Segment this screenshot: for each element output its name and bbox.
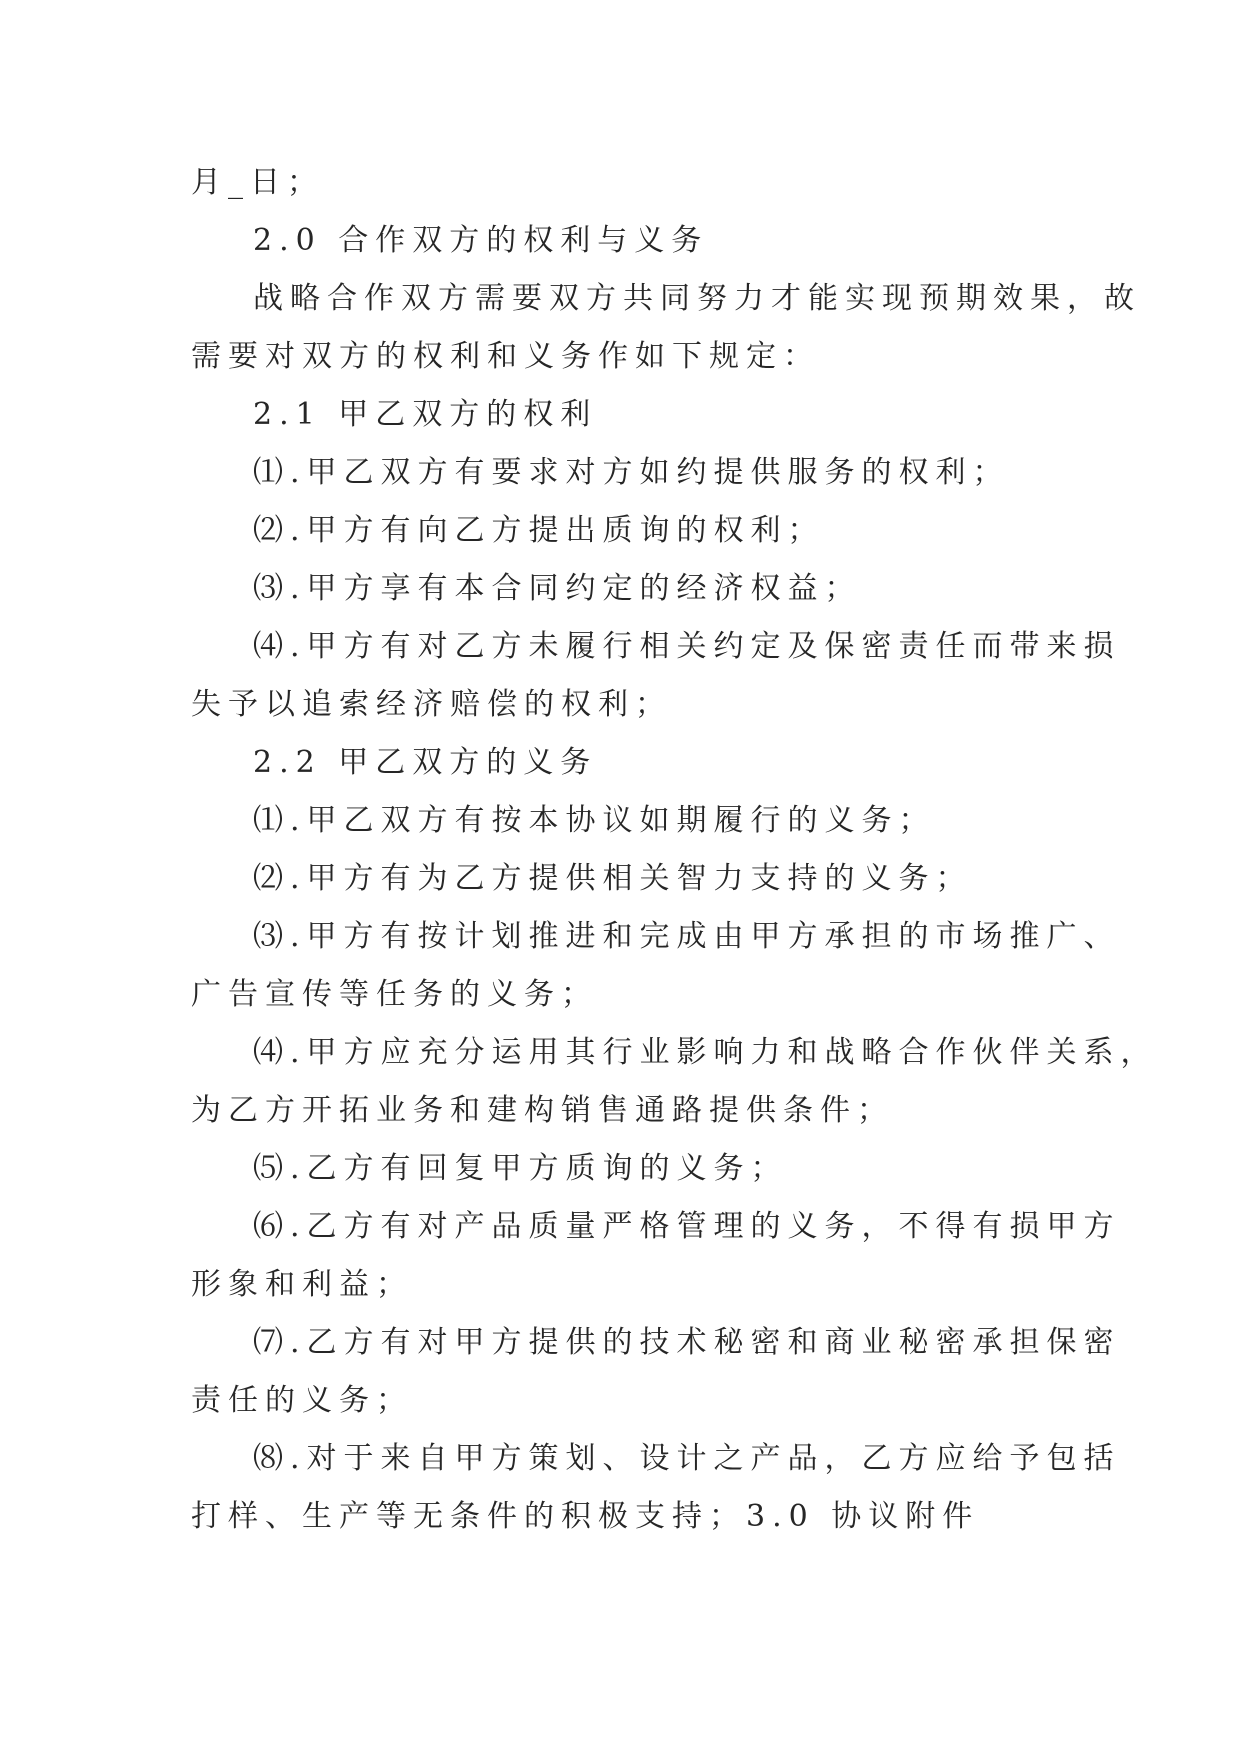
list-item: ⑷.甲方应充分运用其行业影响力和战略合作伙伴关系， <box>253 1035 1158 1070</box>
text-line: 形象和利益； <box>191 1267 413 1302</box>
text-line: 月_日； <box>191 165 324 200</box>
list-item: ⑶.甲方享有本合同约定的经济权益； <box>253 571 862 606</box>
document-body <box>191 154 1158 1546</box>
section-heading: 2.2 甲乙双方的义务 <box>253 745 598 780</box>
list-item: ⑵.甲方有向乙方提出质询的权利； <box>253 513 825 548</box>
list-item: ⑵.甲方有为乙方提供相关智力支持的义务； <box>253 861 973 896</box>
list-item: ⑹.乙方有对产品质量严格管理的义务，不得有损甲方 <box>253 1209 1121 1244</box>
list-item: ⑺.乙方有对甲方提供的技术秘密和商业秘密承担保密 <box>253 1325 1121 1360</box>
text-line: 为乙方开拓业务和建构销售通路提供条件； <box>191 1093 894 1128</box>
text-line: 打样、生产等无条件的积极支持；3.0 协议附件 <box>191 1499 980 1534</box>
section-heading: 2.0 合作双方的权利与义务 <box>253 223 709 258</box>
list-item: ⑷.甲方有对乙方未履行相关约定及保密责任而带来损 <box>253 629 1121 664</box>
section-heading: 2.1 甲乙双方的权利 <box>253 397 598 432</box>
text-line: 失予以追索经济赔偿的权利； <box>191 687 672 722</box>
list-item: ⑸.乙方有回复甲方质询的义务； <box>253 1151 788 1186</box>
list-item: ⑴.甲乙双方有要求对方如约提供服务的权利； <box>253 455 1010 490</box>
list-item: ⑻.对于来自甲方策划、设计之产品，乙方应给予包括 <box>253 1441 1121 1476</box>
text-line: 需要对双方的权利和义务作如下规定： <box>191 339 820 374</box>
text-line: 战略合作双方需要双方共同努力才能实现预期效果，故 <box>253 281 1141 316</box>
list-item: ⑴.甲乙双方有按本协议如期履行的义务； <box>253 803 936 838</box>
text-line: 责任的义务； <box>191 1383 413 1418</box>
text-line: 广告宣传等任务的义务； <box>191 977 598 1012</box>
list-item: ⑶.甲方有按计划推进和完成由甲方承担的市场推广、 <box>253 919 1121 954</box>
